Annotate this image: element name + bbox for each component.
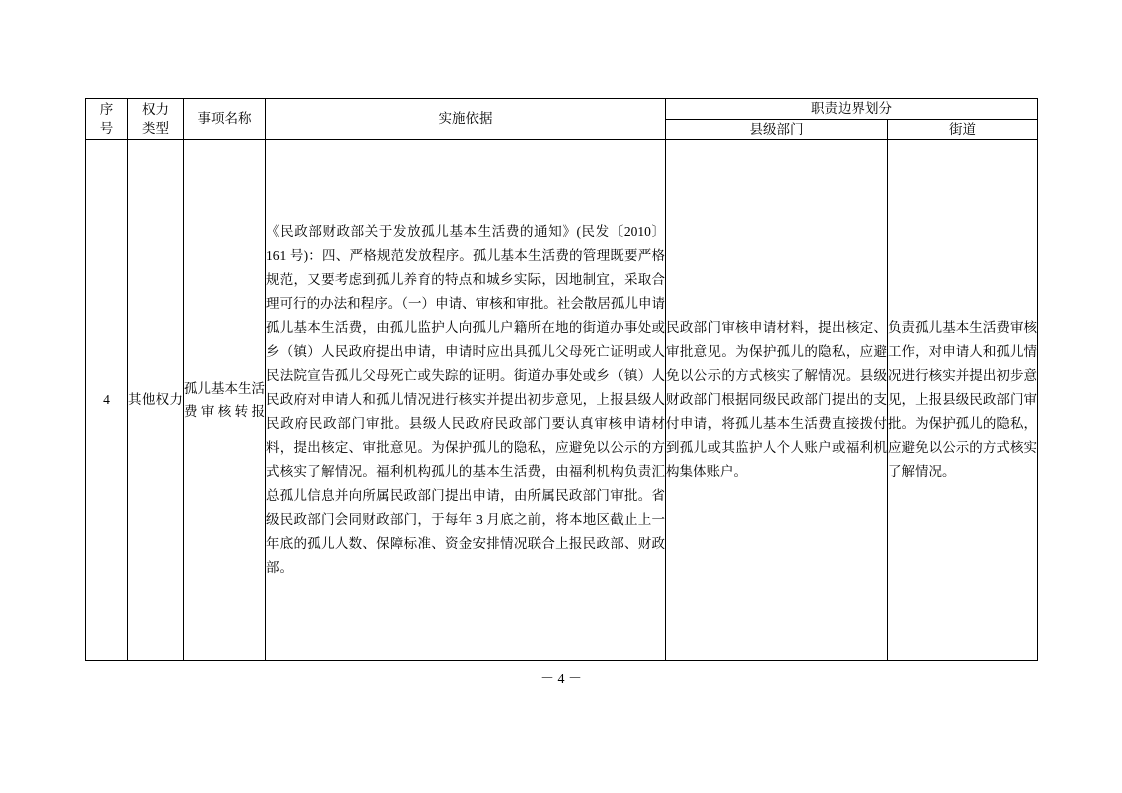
cell-sequence: 4 <box>86 140 128 661</box>
header-power-type-line2: 类型 <box>142 121 169 137</box>
header-county-department: 县级部门 <box>666 119 888 140</box>
table-body <box>86 140 1038 661</box>
cell-item-name: 孤儿基本生活费审核转报 <box>184 140 266 661</box>
header-street: 街道 <box>888 119 1038 140</box>
header-item-name: 事项名称 <box>184 99 266 140</box>
header-duty-boundary: 职责边界划分 <box>666 99 1038 120</box>
cell-county-department: 民政部门审核申请材料，提出核定、审批意见。为保护孤儿的隐私，应避免以公示的方式核实了解情况。县级财政部门根据同级民政部门提出的支付申请，将孤儿基本生活费直接拨付到孤儿或其监护人个人账户或福利机构集体账户。 <box>666 140 888 661</box>
header-sequence <box>86 99 128 140</box>
table-row <box>86 140 1038 661</box>
table-header <box>86 99 1038 140</box>
header-power-type <box>128 99 184 140</box>
power-list-table <box>85 98 1038 661</box>
header-power-type-line1: 权力 <box>142 101 169 117</box>
cell-street: 负责孤儿基本生活费审核工作，对申请人和孤儿情况进行核实并提出初步意见，上报县级民政部门审批。为保护孤儿的隐私，应避免以公示的方式核实了解情况。 <box>888 140 1038 661</box>
table-header-row-1 <box>86 99 1038 120</box>
header-implementation-basis: 实施依据 <box>266 99 666 140</box>
header-sequence-line1: 序 <box>99 101 114 117</box>
cell-implementation-basis: 《民政部财政部关于发放孤儿基本生活费的通知》(民发〔2010〕161 号)：四、严格规范发放程序。孤儿基本生活费的管理既要严格规范，又要考虑到孤儿养育的特点和城乡实际，因地制宜，采取合理可行的办法和程序。（一）申请、审核和审批。社会散居孤儿申请孤儿基本生活费，由孤儿监护人向孤儿户籍所在地的街道办事处或乡（镇）人民政府提出申请，申请时应出具孤儿父母死亡证明或人民法院宣告孤儿父母死亡或失踪的证明。街道办事处或乡（镇）人民政府对申请人和孤儿情况进行核实并提出初步意见，上报县级人民政府民政部门审批。县级人民政府民政部门要认真审核申请材料，提出核定、审批意见。为保护孤儿的隐私，应避免以公示的方式核实了解情况。福利机构孤儿的基本生活费，由福利机构负责汇总孤儿信息并向所属民政部门提出申请，由所属民政部门审批。省级民政部门会同财政部门，于每年 3 月底之前，将本地区截止上一年底的孤儿人数、保障标准、资金安排情况联合上报民政部、财政部。 <box>266 140 666 661</box>
cell-power-type: 其他权力 <box>128 140 184 661</box>
header-sequence-line2: 号 <box>99 121 114 137</box>
page-number: － 4 － <box>540 672 582 687</box>
